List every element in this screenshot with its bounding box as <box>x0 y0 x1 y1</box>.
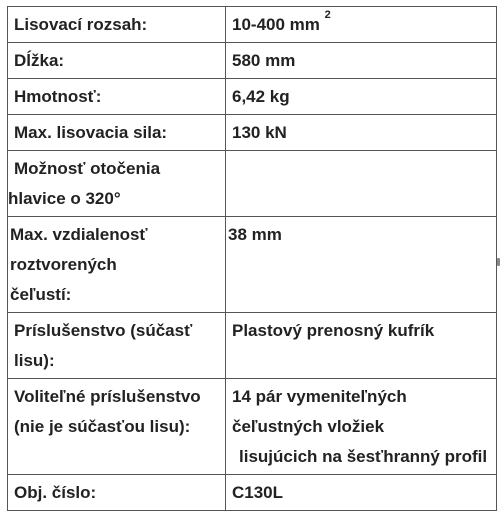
row-label-line: Voliteľné príslušenstvo <box>14 387 201 406</box>
table-row <box>8 217 497 313</box>
row-label: Obj. číslo: <box>14 483 97 502</box>
value-cell <box>226 7 497 43</box>
value-cell <box>226 379 497 475</box>
scroll-edge-marker <box>497 258 500 266</box>
table-row <box>8 115 497 151</box>
row-label: Hmotnosť: <box>14 87 102 106</box>
value-cell <box>226 115 497 151</box>
row-value-line: čeľustných vložiek <box>232 417 385 436</box>
label-cell <box>8 313 226 379</box>
row-label: Max. lisovacia sila: <box>14 123 168 142</box>
table-row <box>8 475 497 511</box>
row-label-line: čeľustí: <box>10 285 72 304</box>
table-row <box>8 379 497 475</box>
row-value-line: 14 pár vymeniteľných <box>232 387 407 406</box>
label-cell <box>8 151 226 217</box>
row-label-line: hlavice o 320° <box>8 189 121 208</box>
label-cell <box>8 379 226 475</box>
row-value <box>232 10 490 40</box>
row-value-text: 10-400 mm <box>232 15 320 34</box>
value-cell <box>226 151 497 217</box>
row-value: 580 mm <box>232 51 296 70</box>
superscript: 2 <box>324 9 331 21</box>
label-cell <box>8 79 226 115</box>
row-value: C130L <box>232 483 284 502</box>
row-value: 130 kN <box>232 123 287 142</box>
row-label: Lisovací rozsah: <box>14 15 148 34</box>
row-value: 38 mm <box>228 225 282 244</box>
table-row <box>8 79 497 115</box>
row-label-line: (nie je súčasťou lisu): <box>14 417 191 436</box>
table-row <box>8 151 497 217</box>
specification-table <box>7 6 497 511</box>
row-label-line: lisu): <box>14 351 55 370</box>
label-cell <box>8 475 226 511</box>
table-row <box>8 7 497 43</box>
label-cell <box>8 43 226 79</box>
value-cell <box>226 313 497 379</box>
value-cell <box>226 475 497 511</box>
table-row <box>8 313 497 379</box>
row-value-line: lisujúcich na šesťhranný profil <box>239 447 488 466</box>
label-cell <box>8 7 226 43</box>
label-cell <box>8 217 226 313</box>
value-cell <box>226 43 497 79</box>
row-label-line: Max. vzdialenosť <box>10 225 148 244</box>
row-label: Dĺžka: <box>14 51 65 70</box>
row-value: 6,42 kg <box>232 87 290 106</box>
row-label-line: Možnosť otočenia <box>14 159 161 178</box>
table-row <box>8 43 497 79</box>
row-value: Plastový prenosný kufrík <box>232 321 435 340</box>
row-label-line: roztvorených <box>10 255 117 274</box>
row-label-line: Príslušenstvo (súčasť <box>14 321 193 340</box>
value-cell <box>226 217 497 313</box>
value-cell <box>226 79 497 115</box>
label-cell <box>8 115 226 151</box>
